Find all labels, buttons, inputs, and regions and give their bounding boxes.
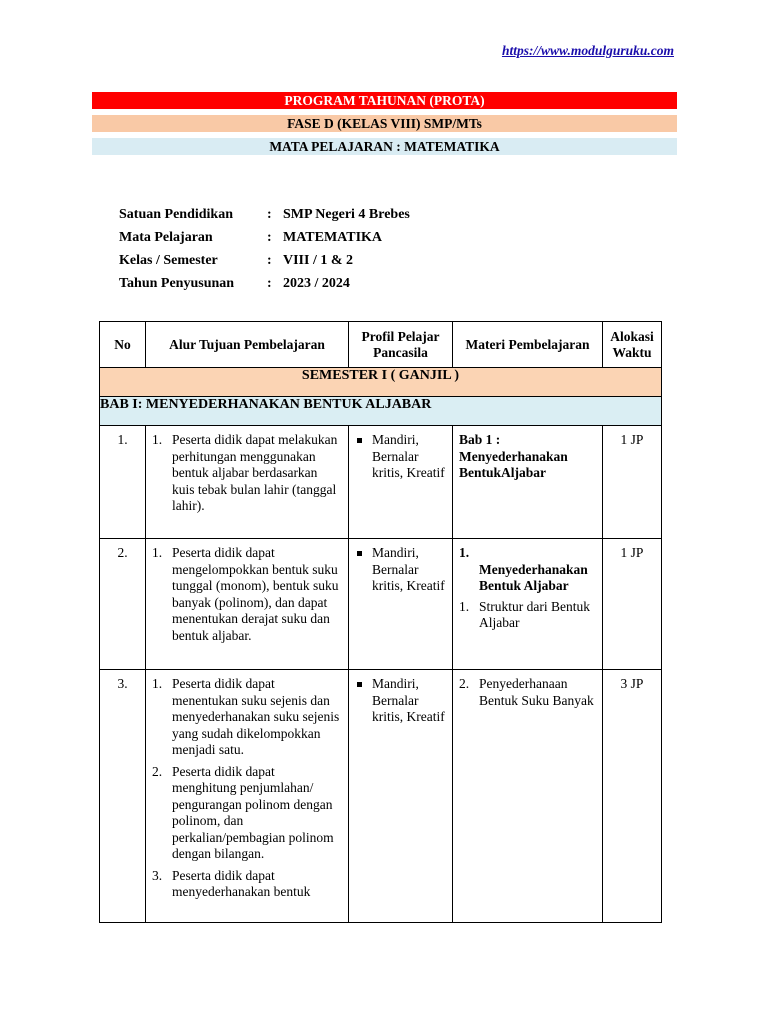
bab-row bbox=[100, 397, 662, 426]
materi-number: 2. bbox=[459, 676, 470, 691]
bullet-icon bbox=[357, 682, 362, 687]
alokasi-cell: 1 JP bbox=[603, 426, 662, 539]
table-row bbox=[100, 539, 662, 670]
semester-row bbox=[100, 368, 662, 397]
atp-item bbox=[152, 432, 342, 515]
atp-item bbox=[152, 868, 342, 901]
info-sep: : bbox=[267, 230, 272, 245]
title-banner-fase: FASE D (KELAS VIII) SMP/MTs bbox=[92, 115, 677, 132]
atp-text: Peserta didik dapat menentukan suku sejenis dan menyederhanakan suku sejenis yang sudah dikelompokkan menjadi satu. bbox=[172, 676, 340, 757]
materi-item bbox=[459, 599, 596, 632]
header-atp: Alur Tujuan Pembelajaran bbox=[146, 322, 349, 368]
profil-text: Mandiri, Bernalar kritis, Kreatif bbox=[372, 432, 445, 480]
info-key: Tahun Penyusunan bbox=[119, 276, 235, 291]
profil-bullet bbox=[355, 432, 446, 482]
bullet-icon bbox=[357, 551, 362, 556]
semester-label: SEMESTER I ( GANJIL ) bbox=[100, 368, 662, 397]
info-value: MATEMATIKA bbox=[283, 230, 383, 245]
materi-item bbox=[459, 676, 596, 709]
identity-block bbox=[119, 206, 410, 298]
profil-bullet bbox=[355, 545, 446, 595]
info-row bbox=[119, 275, 410, 298]
header-no: No bbox=[100, 322, 146, 368]
title-banner-prota: PROGRAM TAHUNAN (PROTA) bbox=[92, 92, 677, 109]
info-value: SMP Negeri 4 Brebes bbox=[283, 207, 410, 222]
atp-text: Peserta didik dapat melakukan perhitungan menggunakan bentuk aljabar berdasarkan kuis tebak bulan lahir (tanggal lahir). bbox=[172, 432, 338, 513]
info-sep: : bbox=[267, 253, 272, 268]
table-row bbox=[100, 426, 662, 539]
info-row bbox=[119, 252, 410, 275]
table-row bbox=[100, 670, 662, 923]
materi-cell bbox=[453, 539, 603, 670]
atp-text: Peserta didik dapat menyederhanakan bentuk bbox=[172, 867, 311, 899]
materi-heading: Bab 1 : Menyederhanakan BentukAljabar bbox=[459, 432, 568, 480]
atp-number: 1. bbox=[152, 432, 163, 447]
profil-text: Mandiri, Bernalar kritis, Kreatif bbox=[372, 545, 445, 593]
info-sep: : bbox=[267, 207, 272, 222]
materi-text: Penyederhanaan Bentuk Suku Banyak bbox=[479, 676, 594, 708]
profil-cell bbox=[349, 426, 453, 539]
row-number: 1. bbox=[100, 426, 146, 539]
info-row bbox=[119, 206, 410, 229]
info-row bbox=[119, 229, 410, 252]
info-key: Mata Pelajaran bbox=[119, 230, 213, 245]
website-link[interactable]: https://www.modulguruku.com bbox=[501, 43, 674, 58]
atp-number: 2. bbox=[152, 763, 163, 779]
atp-number: 3. bbox=[152, 867, 163, 883]
atp-number: 1. bbox=[152, 545, 163, 560]
materi-heading: Menyederhanakan Bentuk Aljabar bbox=[479, 561, 588, 593]
profil-text: Mandiri, Bernalar kritis, Kreatif bbox=[372, 676, 445, 724]
alokasi-cell: 3 JP bbox=[603, 670, 662, 923]
materi-text: Struktur dari Bentuk Aljabar bbox=[479, 598, 590, 630]
bab-label: BAB I: MENYEDERHANAKAN BENTUK ALJABAR bbox=[100, 397, 662, 426]
header-materi: Materi Pembelajaran bbox=[453, 322, 603, 368]
materi-cell bbox=[453, 426, 603, 539]
atp-cell bbox=[146, 670, 349, 923]
info-key: Kelas / Semester bbox=[119, 253, 218, 268]
atp-cell bbox=[146, 426, 349, 539]
info-key: Satuan Pendidikan bbox=[119, 207, 233, 222]
header-profil: Profil Pelajar Pancasila bbox=[349, 322, 453, 368]
row-number: 2. bbox=[100, 539, 146, 670]
profil-cell bbox=[349, 670, 453, 923]
atp-item bbox=[152, 545, 342, 644]
atp-item bbox=[152, 764, 342, 863]
profil-bullet bbox=[355, 676, 446, 726]
prota-table bbox=[99, 321, 662, 923]
atp-text: Peserta didik dapat menghitung penjumlahan/ pengurangan polinom dengan polinom, dan perkalian/pembagian polinom dengan bilangan. bbox=[172, 763, 334, 861]
materi-cell bbox=[453, 670, 603, 923]
profil-cell bbox=[349, 539, 453, 670]
bullet-icon bbox=[357, 438, 362, 443]
info-value: 2023 / 2024 bbox=[283, 276, 350, 291]
header-alokasi: Alokasi Waktu bbox=[603, 322, 662, 368]
atp-text: Peserta didik dapat mengelompokkan bentuk suku tunggal (monom), bentuk suku banyak (polinom), dan dapat menentukan derajat suku dan bentuk aljabar. bbox=[172, 545, 339, 643]
alokasi-cell: 1 JP bbox=[603, 539, 662, 670]
row-number: 3. bbox=[100, 670, 146, 923]
table-header-row bbox=[100, 322, 662, 368]
atp-cell bbox=[146, 539, 349, 670]
materi-bold-number: 1. bbox=[459, 545, 470, 560]
materi-number: 1. bbox=[459, 598, 470, 614]
atp-number: 1. bbox=[152, 676, 163, 691]
atp-item bbox=[152, 676, 342, 759]
info-value: VIII / 1 & 2 bbox=[283, 253, 354, 268]
title-banner-mapel: MATA PELAJARAN : MATEMATIKA bbox=[92, 138, 677, 155]
info-sep: : bbox=[267, 276, 272, 291]
